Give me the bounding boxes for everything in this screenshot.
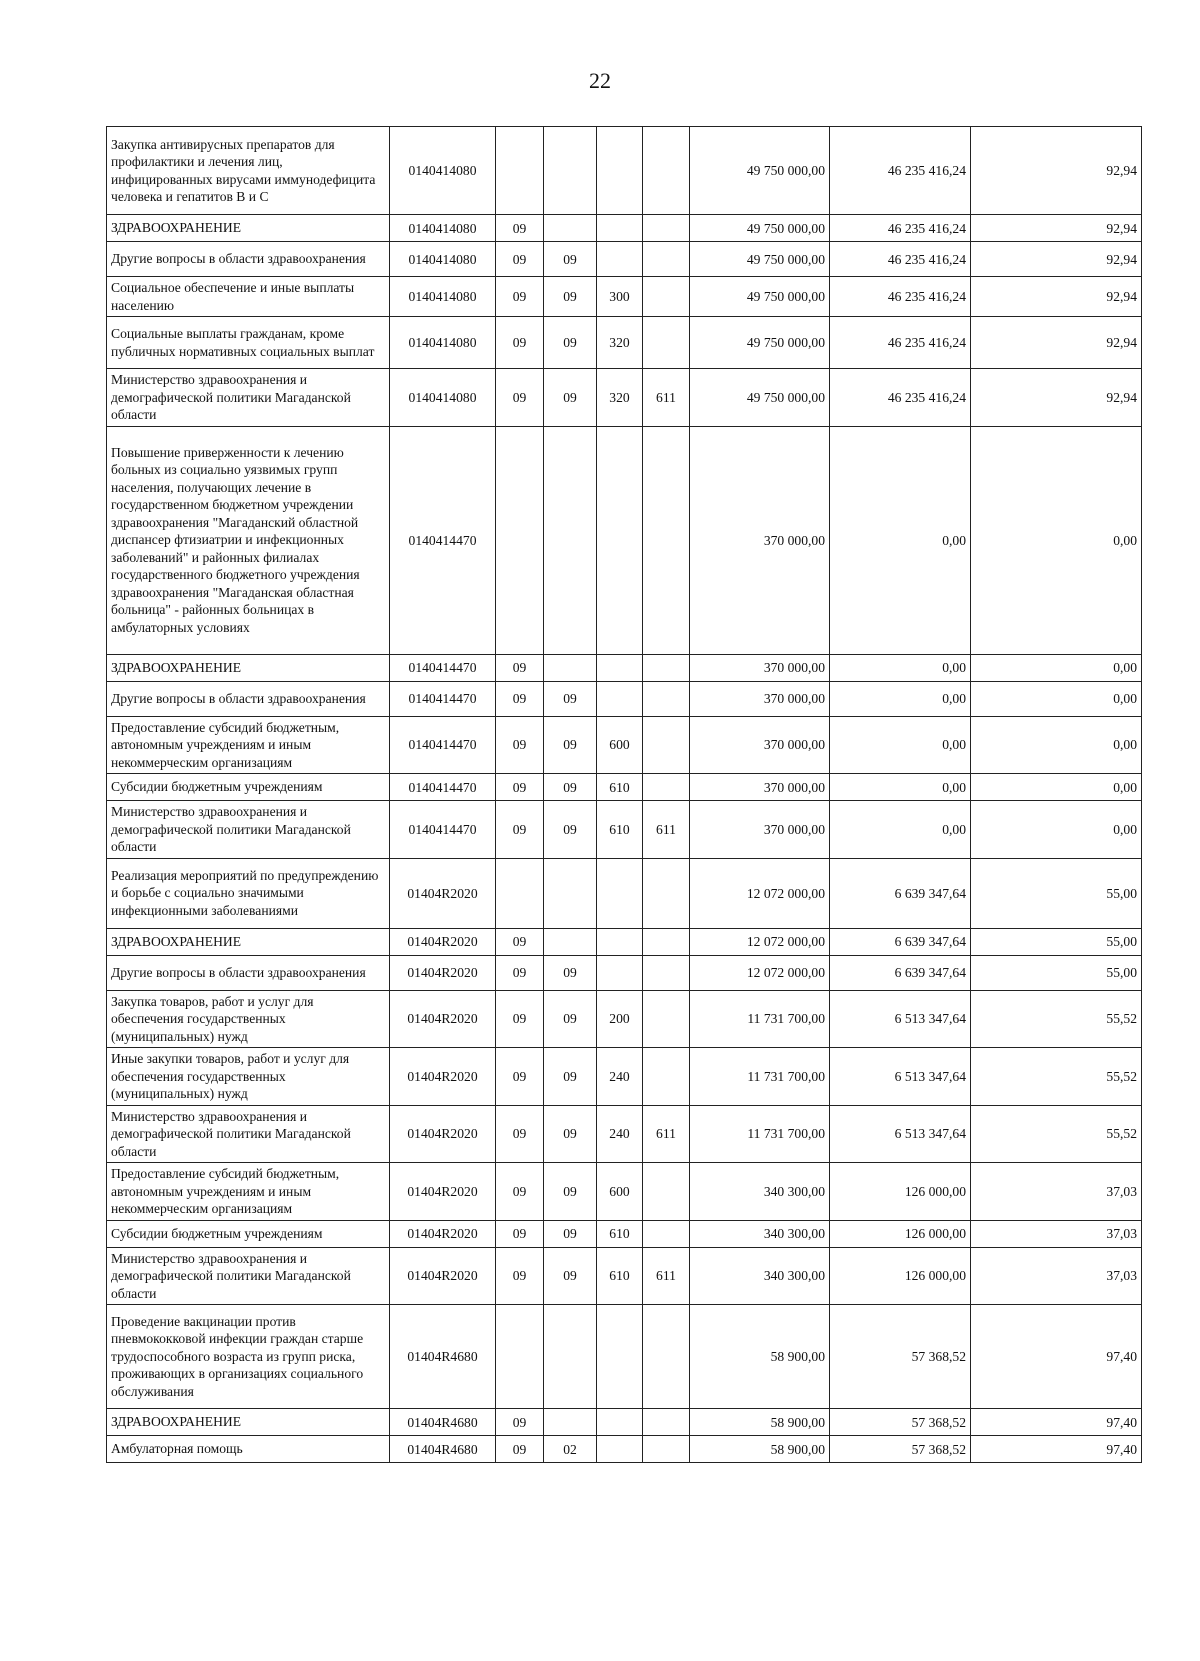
row-csr-cell: 01404R4680 xyxy=(390,1305,496,1409)
row-section-cell: 09 xyxy=(496,955,544,990)
row-name-cell: ЗДРАВООХРАНЕНИЕ xyxy=(107,654,390,681)
row-percent-cell: 92,94 xyxy=(971,369,1142,427)
row-name-cell: Субсидии бюджетным учреждениям xyxy=(107,774,390,801)
row-percent-cell: 55,00 xyxy=(971,955,1142,990)
row-grbs-cell xyxy=(643,774,690,801)
row-percent-cell: 97,40 xyxy=(971,1305,1142,1409)
row-subsection-cell xyxy=(544,928,597,955)
row-csr-cell: 0140414470 xyxy=(390,801,496,859)
row-name-cell: Министерство здравоохранения и демографической политики Магаданской области xyxy=(107,1105,390,1163)
row-name-cell: Реализация мероприятий по предупреждению и борьбе с социально значимыми инфекционными заболеваниями xyxy=(107,858,390,928)
table-row xyxy=(107,426,1142,654)
row-fact-cell: 46 235 416,24 xyxy=(830,369,971,427)
row-fact-cell: 0,00 xyxy=(830,716,971,774)
row-grbs-cell xyxy=(643,426,690,654)
row-section-cell xyxy=(496,1305,544,1409)
row-expense-type-cell: 610 xyxy=(597,1220,643,1247)
row-csr-cell: 01404R2020 xyxy=(390,1247,496,1305)
row-section-cell: 09 xyxy=(496,369,544,427)
row-csr-cell: 01404R4680 xyxy=(390,1409,496,1436)
row-section-cell: 09 xyxy=(496,1220,544,1247)
row-csr-cell: 0140414470 xyxy=(390,716,496,774)
row-subsection-cell xyxy=(544,654,597,681)
row-percent-cell: 92,94 xyxy=(971,127,1142,215)
row-plan-cell: 340 300,00 xyxy=(690,1220,830,1247)
row-percent-cell: 55,52 xyxy=(971,990,1142,1048)
row-name-cell: Другие вопросы в области здравоохранения xyxy=(107,681,390,716)
row-fact-cell: 57 368,52 xyxy=(830,1305,971,1409)
row-fact-cell: 46 235 416,24 xyxy=(830,215,971,242)
row-expense-type-cell xyxy=(597,215,643,242)
row-expense-type-cell xyxy=(597,681,643,716)
row-section-cell: 09 xyxy=(496,277,544,317)
row-expense-type-cell xyxy=(597,1305,643,1409)
row-plan-cell: 12 072 000,00 xyxy=(690,858,830,928)
row-plan-cell: 340 300,00 xyxy=(690,1163,830,1221)
page-number: 22 xyxy=(589,68,611,93)
row-fact-cell: 57 368,52 xyxy=(830,1436,971,1463)
row-grbs-cell xyxy=(643,127,690,215)
row-csr-cell: 0140414080 xyxy=(390,317,496,369)
row-expense-type-cell xyxy=(597,127,643,215)
row-grbs-cell xyxy=(643,1220,690,1247)
table-row xyxy=(107,1409,1142,1436)
row-grbs-cell xyxy=(643,858,690,928)
row-subsection-cell: 09 xyxy=(544,774,597,801)
row-expense-type-cell: 610 xyxy=(597,801,643,859)
table-row xyxy=(107,1436,1142,1463)
row-name-cell: Другие вопросы в области здравоохранения xyxy=(107,242,390,277)
row-plan-cell: 12 072 000,00 xyxy=(690,955,830,990)
row-section-cell: 09 xyxy=(496,1409,544,1436)
row-name-cell: Другие вопросы в области здравоохранения xyxy=(107,955,390,990)
table-row xyxy=(107,858,1142,928)
row-percent-cell: 55,00 xyxy=(971,858,1142,928)
row-name-cell: ЗДРАВООХРАНЕНИЕ xyxy=(107,215,390,242)
row-grbs-cell xyxy=(643,1305,690,1409)
row-grbs-cell xyxy=(643,1048,690,1106)
row-section-cell: 09 xyxy=(496,1436,544,1463)
row-plan-cell: 49 750 000,00 xyxy=(690,317,830,369)
row-fact-cell: 46 235 416,24 xyxy=(830,277,971,317)
row-csr-cell: 0140414470 xyxy=(390,426,496,654)
row-subsection-cell: 09 xyxy=(544,1048,597,1106)
row-percent-cell: 0,00 xyxy=(971,654,1142,681)
row-csr-cell: 01404R2020 xyxy=(390,1220,496,1247)
row-name-cell: Министерство здравоохранения и демографической политики Магаданской области xyxy=(107,1247,390,1305)
row-plan-cell: 49 750 000,00 xyxy=(690,215,830,242)
table-row xyxy=(107,955,1142,990)
row-csr-cell: 01404R2020 xyxy=(390,1048,496,1106)
row-percent-cell: 97,40 xyxy=(971,1409,1142,1436)
row-name-cell: Министерство здравоохранения и демографической политики Магаданской области xyxy=(107,369,390,427)
row-fact-cell: 0,00 xyxy=(830,774,971,801)
row-fact-cell: 46 235 416,24 xyxy=(830,242,971,277)
table-row xyxy=(107,1220,1142,1247)
row-grbs-cell: 611 xyxy=(643,801,690,859)
row-fact-cell: 126 000,00 xyxy=(830,1247,971,1305)
row-grbs-cell xyxy=(643,215,690,242)
row-section-cell: 09 xyxy=(496,317,544,369)
row-subsection-cell: 09 xyxy=(544,369,597,427)
row-subsection-cell: 09 xyxy=(544,1105,597,1163)
row-plan-cell: 49 750 000,00 xyxy=(690,277,830,317)
table-row xyxy=(107,774,1142,801)
row-expense-type-cell xyxy=(597,955,643,990)
row-plan-cell: 11 731 700,00 xyxy=(690,1105,830,1163)
row-fact-cell: 46 235 416,24 xyxy=(830,317,971,369)
row-expense-type-cell: 600 xyxy=(597,1163,643,1221)
row-csr-cell: 0140414080 xyxy=(390,127,496,215)
table-row xyxy=(107,1105,1142,1163)
row-fact-cell: 126 000,00 xyxy=(830,1220,971,1247)
row-csr-cell: 01404R2020 xyxy=(390,990,496,1048)
row-grbs-cell xyxy=(643,1409,690,1436)
row-expense-type-cell xyxy=(597,1409,643,1436)
row-percent-cell: 0,00 xyxy=(971,426,1142,654)
row-subsection-cell xyxy=(544,426,597,654)
row-section-cell: 09 xyxy=(496,215,544,242)
row-plan-cell: 11 731 700,00 xyxy=(690,1048,830,1106)
row-grbs-cell xyxy=(643,242,690,277)
row-fact-cell: 6 513 347,64 xyxy=(830,990,971,1048)
row-name-cell: Проведение вакцинации против пневмококковой инфекции граждан старше трудоспособного возраста из групп риска, проживающих в организациях социального обслуживания xyxy=(107,1305,390,1409)
row-subsection-cell: 09 xyxy=(544,1247,597,1305)
row-percent-cell: 55,00 xyxy=(971,928,1142,955)
row-subsection-cell: 09 xyxy=(544,277,597,317)
row-expense-type-cell: 320 xyxy=(597,317,643,369)
row-fact-cell: 6 639 347,64 xyxy=(830,955,971,990)
row-grbs-cell xyxy=(643,681,690,716)
row-subsection-cell: 09 xyxy=(544,681,597,716)
row-fact-cell: 0,00 xyxy=(830,654,971,681)
row-csr-cell: 0140414080 xyxy=(390,369,496,427)
row-section-cell: 09 xyxy=(496,774,544,801)
row-percent-cell: 55,52 xyxy=(971,1048,1142,1106)
row-csr-cell: 01404R2020 xyxy=(390,1163,496,1221)
row-percent-cell: 55,52 xyxy=(971,1105,1142,1163)
row-subsection-cell xyxy=(544,127,597,215)
table-row xyxy=(107,1163,1142,1221)
row-plan-cell: 58 900,00 xyxy=(690,1305,830,1409)
row-name-cell: Повышение приверженности к лечению больных из социально уязвимых групп населения, получающих лечение в государственном бюджетном учреждении здравоохранения "Магаданский областной диспансер фтизиатрии и инфекционных заболеваний" и районных филиалах государственного бюджетного учреждения здравоохранения "Магаданская областная больница" - районных больницах в амбулаторных условиях xyxy=(107,426,390,654)
row-csr-cell: 0140414470 xyxy=(390,774,496,801)
row-name-cell: Закупка товаров, работ и услуг для обеспечения государственных (муниципальных) нужд xyxy=(107,990,390,1048)
row-name-cell: ЗДРАВООХРАНЕНИЕ xyxy=(107,928,390,955)
row-expense-type-cell xyxy=(597,426,643,654)
row-csr-cell: 0140414470 xyxy=(390,681,496,716)
row-section-cell: 09 xyxy=(496,654,544,681)
row-csr-cell: 0140414080 xyxy=(390,277,496,317)
row-expense-type-cell xyxy=(597,928,643,955)
row-section-cell: 09 xyxy=(496,990,544,1048)
row-plan-cell: 58 900,00 xyxy=(690,1409,830,1436)
row-percent-cell: 92,94 xyxy=(971,317,1142,369)
row-fact-cell: 46 235 416,24 xyxy=(830,127,971,215)
row-subsection-cell: 02 xyxy=(544,1436,597,1463)
row-subsection-cell xyxy=(544,1305,597,1409)
row-expense-type-cell: 200 xyxy=(597,990,643,1048)
row-csr-cell: 0140414080 xyxy=(390,242,496,277)
table-row xyxy=(107,716,1142,774)
row-subsection-cell: 09 xyxy=(544,242,597,277)
row-section-cell: 09 xyxy=(496,1105,544,1163)
row-grbs-cell xyxy=(643,955,690,990)
row-expense-type-cell: 610 xyxy=(597,1247,643,1305)
row-name-cell: Предоставление субсидий бюджетным, автономным учреждениям и иным некоммерческим организациям xyxy=(107,716,390,774)
row-plan-cell: 49 750 000,00 xyxy=(690,242,830,277)
table-row xyxy=(107,369,1142,427)
row-name-cell: Социальное обеспечение и иные выплаты населению xyxy=(107,277,390,317)
row-grbs-cell xyxy=(643,716,690,774)
table-row xyxy=(107,801,1142,859)
row-expense-type-cell xyxy=(597,654,643,681)
table-row xyxy=(107,990,1142,1048)
row-subsection-cell: 09 xyxy=(544,955,597,990)
row-percent-cell: 37,03 xyxy=(971,1220,1142,1247)
row-percent-cell: 97,40 xyxy=(971,1436,1142,1463)
row-expense-type-cell: 610 xyxy=(597,774,643,801)
row-subsection-cell xyxy=(544,215,597,242)
row-name-cell: Субсидии бюджетным учреждениям xyxy=(107,1220,390,1247)
row-expense-type-cell xyxy=(597,242,643,277)
row-percent-cell: 92,94 xyxy=(971,215,1142,242)
row-section-cell: 09 xyxy=(496,1048,544,1106)
row-plan-cell: 340 300,00 xyxy=(690,1247,830,1305)
row-csr-cell: 01404R2020 xyxy=(390,928,496,955)
row-subsection-cell xyxy=(544,1409,597,1436)
row-name-cell: ЗДРАВООХРАНЕНИЕ xyxy=(107,1409,390,1436)
row-fact-cell: 6 513 347,64 xyxy=(830,1048,971,1106)
row-plan-cell: 370 000,00 xyxy=(690,681,830,716)
row-percent-cell: 0,00 xyxy=(971,716,1142,774)
row-grbs-cell xyxy=(643,1163,690,1221)
row-csr-cell: 01404R2020 xyxy=(390,955,496,990)
row-section-cell: 09 xyxy=(496,1163,544,1221)
row-section-cell xyxy=(496,127,544,215)
row-grbs-cell xyxy=(643,654,690,681)
table-row xyxy=(107,654,1142,681)
row-name-cell: Закупка антивирусных препаратов для профилактики и лечения лиц, инфицированных вирусами иммунодефицита человека и гепатитов В и С xyxy=(107,127,390,215)
row-plan-cell: 370 000,00 xyxy=(690,654,830,681)
row-fact-cell: 0,00 xyxy=(830,801,971,859)
row-section-cell: 09 xyxy=(496,801,544,859)
row-percent-cell: 0,00 xyxy=(971,801,1142,859)
row-expense-type-cell xyxy=(597,1436,643,1463)
row-subsection-cell: 09 xyxy=(544,317,597,369)
row-percent-cell: 0,00 xyxy=(971,774,1142,801)
row-plan-cell: 370 000,00 xyxy=(690,774,830,801)
table-row xyxy=(107,215,1142,242)
row-percent-cell: 92,94 xyxy=(971,242,1142,277)
row-subsection-cell xyxy=(544,858,597,928)
row-fact-cell: 126 000,00 xyxy=(830,1163,971,1221)
table-row xyxy=(107,928,1142,955)
row-fact-cell: 6 639 347,64 xyxy=(830,858,971,928)
row-name-cell: Предоставление субсидий бюджетным, автономным учреждениям и иным некоммерческим организациям xyxy=(107,1163,390,1221)
row-plan-cell: 49 750 000,00 xyxy=(690,127,830,215)
row-csr-cell: 0140414470 xyxy=(390,654,496,681)
row-csr-cell: 01404R2020 xyxy=(390,1105,496,1163)
row-expense-type-cell xyxy=(597,858,643,928)
row-expense-type-cell: 240 xyxy=(597,1048,643,1106)
row-section-cell: 09 xyxy=(496,242,544,277)
row-plan-cell: 49 750 000,00 xyxy=(690,369,830,427)
row-percent-cell: 92,94 xyxy=(971,277,1142,317)
row-csr-cell: 0140414080 xyxy=(390,215,496,242)
row-section-cell xyxy=(496,858,544,928)
row-plan-cell: 370 000,00 xyxy=(690,426,830,654)
row-fact-cell: 6 513 347,64 xyxy=(830,1105,971,1163)
row-name-cell: Социальные выплаты гражданам, кроме публичных нормативных социальных выплат xyxy=(107,317,390,369)
row-grbs-cell: 611 xyxy=(643,369,690,427)
row-plan-cell: 11 731 700,00 xyxy=(690,990,830,1048)
row-plan-cell: 370 000,00 xyxy=(690,801,830,859)
row-section-cell: 09 xyxy=(496,716,544,774)
row-grbs-cell xyxy=(643,317,690,369)
row-percent-cell: 37,03 xyxy=(971,1247,1142,1305)
table-row xyxy=(107,127,1142,215)
row-grbs-cell: 611 xyxy=(643,1105,690,1163)
table-row xyxy=(107,277,1142,317)
row-subsection-cell: 09 xyxy=(544,801,597,859)
row-expense-type-cell: 240 xyxy=(597,1105,643,1163)
row-section-cell: 09 xyxy=(496,928,544,955)
row-fact-cell: 57 368,52 xyxy=(830,1409,971,1436)
row-name-cell: Министерство здравоохранения и демографической политики Магаданской области xyxy=(107,801,390,859)
row-expense-type-cell: 300 xyxy=(597,277,643,317)
table-row xyxy=(107,681,1142,716)
row-plan-cell: 58 900,00 xyxy=(690,1436,830,1463)
row-percent-cell: 0,00 xyxy=(971,681,1142,716)
row-section-cell: 09 xyxy=(496,681,544,716)
row-grbs-cell xyxy=(643,277,690,317)
table-row xyxy=(107,1247,1142,1305)
table-row xyxy=(107,317,1142,369)
row-name-cell: Иные закупки товаров, работ и услуг для обеспечения государственных (муниципальных) нужд xyxy=(107,1048,390,1106)
row-fact-cell: 0,00 xyxy=(830,426,971,654)
table-row xyxy=(107,1305,1142,1409)
row-subsection-cell: 09 xyxy=(544,716,597,774)
row-subsection-cell: 09 xyxy=(544,1163,597,1221)
row-section-cell: 09 xyxy=(496,1247,544,1305)
row-subsection-cell: 09 xyxy=(544,1220,597,1247)
budget-table xyxy=(106,126,1142,1463)
table-row xyxy=(107,242,1142,277)
row-csr-cell: 01404R4680 xyxy=(390,1436,496,1463)
row-expense-type-cell: 320 xyxy=(597,369,643,427)
row-fact-cell: 0,00 xyxy=(830,681,971,716)
row-csr-cell: 01404R2020 xyxy=(390,858,496,928)
row-grbs-cell: 611 xyxy=(643,1247,690,1305)
budget-table-body xyxy=(107,127,1142,1463)
row-grbs-cell xyxy=(643,928,690,955)
row-fact-cell: 6 639 347,64 xyxy=(830,928,971,955)
row-subsection-cell: 09 xyxy=(544,990,597,1048)
row-grbs-cell xyxy=(643,1436,690,1463)
table-row xyxy=(107,1048,1142,1106)
row-name-cell: Амбулаторная помощь xyxy=(107,1436,390,1463)
row-grbs-cell xyxy=(643,990,690,1048)
row-plan-cell: 370 000,00 xyxy=(690,716,830,774)
row-plan-cell: 12 072 000,00 xyxy=(690,928,830,955)
row-section-cell xyxy=(496,426,544,654)
row-expense-type-cell: 600 xyxy=(597,716,643,774)
row-percent-cell: 37,03 xyxy=(971,1163,1142,1221)
